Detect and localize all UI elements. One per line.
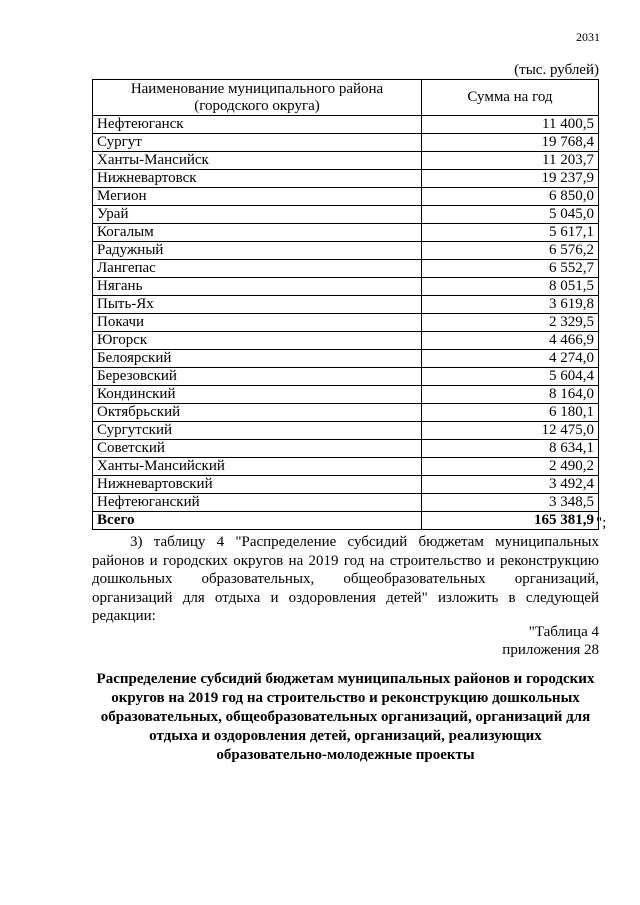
row-name: Радужный	[93, 242, 422, 260]
row-amount: 6 850,0	[422, 188, 599, 206]
row-amount: 11 203,7	[422, 152, 599, 170]
table-caption	[440, 623, 599, 659]
row-amount: 6 180,1	[422, 404, 599, 422]
row-amount: 8 051,5	[422, 278, 599, 296]
row-amount: 5 604,4	[422, 368, 599, 386]
row-name: Сургутский	[93, 422, 422, 440]
row-name: Лангепас	[93, 260, 422, 278]
row-amount: 19 237,9	[422, 170, 599, 188]
row-name: Советский	[93, 440, 422, 458]
row-amount: 3 619,8	[422, 296, 599, 314]
row-name: Октябрьский	[93, 404, 422, 422]
table-row	[93, 422, 599, 440]
table-row	[93, 314, 599, 332]
section-title: Распределение субсидий бюджетам муниципальных районов и городских округов на 2019 год на строительство и реконструкцию дошкольных образовательных, общеобразовательных организаций, организаций для отдыха и оздоровления детей, организаций, реализующих образовательно-молодежные проекты	[96, 671, 595, 763]
row-name: Урай	[93, 206, 422, 224]
table-row	[93, 152, 599, 170]
units-label: (тыс. рублей)	[514, 62, 599, 78]
header-amount: Сумма на год	[422, 80, 599, 116]
subsidy-table	[92, 79, 599, 530]
total-label: Всего	[93, 512, 422, 530]
amendment-paragraph: 3) таблицу 4 "Распределение субсидий бюджетам муниципальных районов и городских округов на 2019 год на строительство и реконструкцию дошкольных образовательных, общеобразовательных организаций, организаций для отдыха и оздоровления детей" изложить в следующей редакции:	[92, 534, 599, 624]
table-row	[93, 368, 599, 386]
row-name: Мегион	[93, 188, 422, 206]
row-amount: 5 045,0	[422, 206, 599, 224]
table-row	[93, 350, 599, 368]
row-name: Нефтеюганский	[93, 494, 422, 512]
row-amount: 4 466,9	[422, 332, 599, 350]
row-name: Когалым	[93, 224, 422, 242]
table-row	[93, 116, 599, 134]
row-name: Нефтеюганск	[93, 116, 422, 134]
row-name: Нижневартовский	[93, 476, 422, 494]
row-amount: 3 348,5	[422, 494, 599, 512]
row-name: Березовский	[93, 368, 422, 386]
row-amount: 19 768,4	[422, 134, 599, 152]
row-name: Кондинский	[93, 386, 422, 404]
row-amount: 6 552,7	[422, 260, 599, 278]
total-row	[93, 512, 599, 530]
table-caption-number: "Таблица 4	[528, 624, 599, 640]
row-name: Югорск	[93, 332, 422, 350]
row-name: Ханты-Мансийский	[93, 458, 422, 476]
table-row	[93, 476, 599, 494]
table-row	[93, 494, 599, 512]
header-name: Наименование муниципального района (городского округа)	[93, 80, 422, 116]
table-row	[93, 458, 599, 476]
row-amount: 2 490,2	[422, 458, 599, 476]
table-row	[93, 278, 599, 296]
total-amount: 165 381,9	[422, 512, 599, 530]
row-amount: 8 164,0	[422, 386, 599, 404]
table-row	[93, 404, 599, 422]
table-row	[93, 206, 599, 224]
row-name: Сургут	[93, 134, 422, 152]
table-header-row	[93, 80, 599, 116]
table-row	[93, 260, 599, 278]
table-row	[93, 242, 599, 260]
row-amount: 4 274,0	[422, 350, 599, 368]
row-name: Покачи	[93, 314, 422, 332]
row-name: Пыть-Ях	[93, 296, 422, 314]
row-amount: 11 400,5	[422, 116, 599, 134]
table-row	[93, 332, 599, 350]
table-closing-quote: ";	[596, 515, 607, 531]
table-row	[93, 440, 599, 458]
table-row	[93, 170, 599, 188]
table-row	[93, 224, 599, 242]
row-amount: 5 617,1	[422, 224, 599, 242]
row-amount: 2 329,5	[422, 314, 599, 332]
row-name: Нижневартовск	[93, 170, 422, 188]
row-amount: 3 492,4	[422, 476, 599, 494]
row-amount: 12 475,0	[422, 422, 599, 440]
table-row	[93, 188, 599, 206]
table-caption-appendix: приложения 28	[502, 642, 599, 658]
row-name: Белоярский	[93, 350, 422, 368]
table-row	[93, 296, 599, 314]
table-row	[93, 386, 599, 404]
page-number: 2031	[576, 30, 600, 44]
row-name: Ханты-Мансийск	[93, 152, 422, 170]
row-name: Нягань	[93, 278, 422, 296]
row-amount: 6 576,2	[422, 242, 599, 260]
table-row	[93, 134, 599, 152]
row-amount: 8 634,1	[422, 440, 599, 458]
